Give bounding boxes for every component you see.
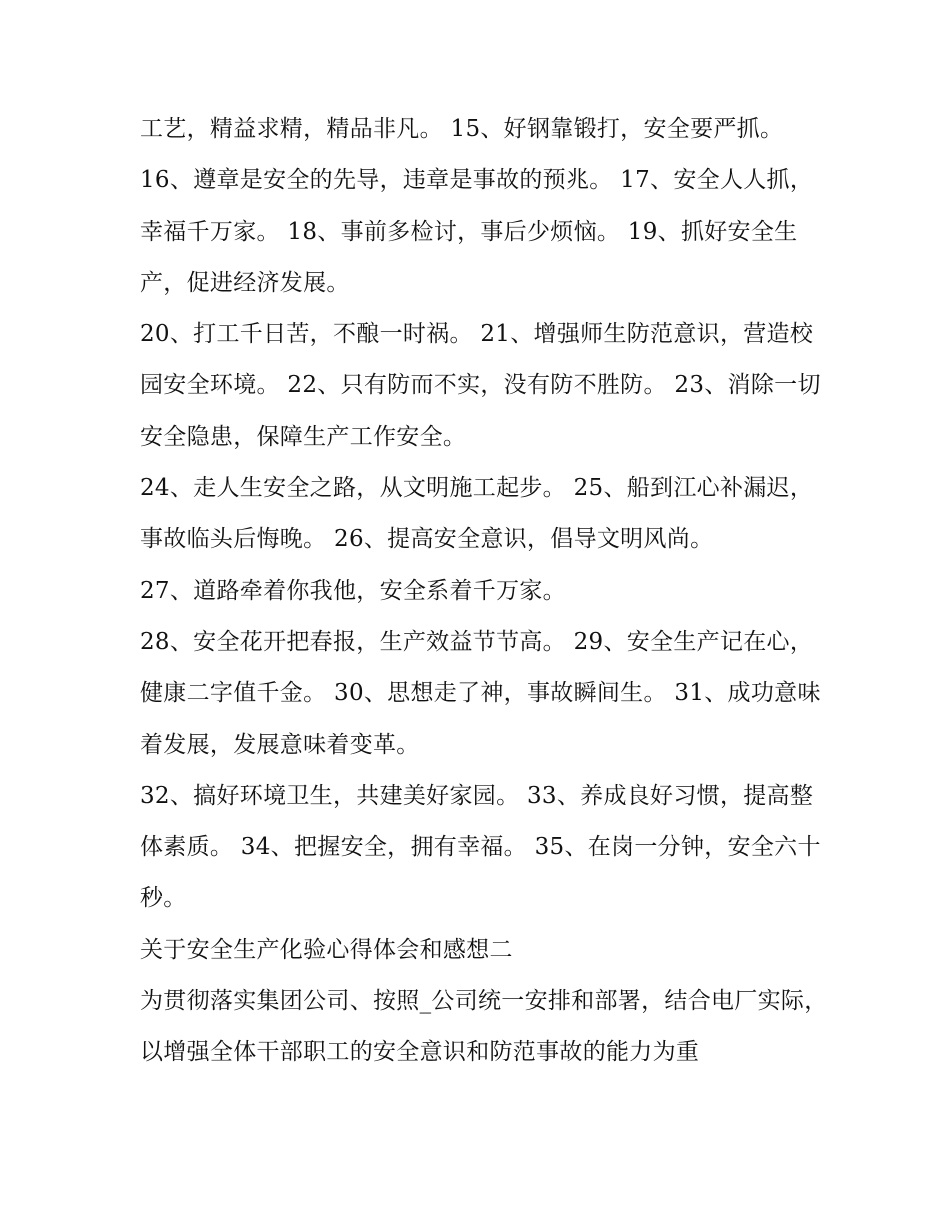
paragraph-slogans-16-19: 16、遵章是安全的先导，违章是事故的预兆。 17、安全人人抓，幸福千万家。 18、事前多检讨，事后少烦恼。 19、抓好安全生产，促进经济发展。 [140,167,814,296]
paragraph-slogans-32-35: 32、搞好环境卫生，共建美好家园。 33、养成良好习惯，提高整体素质。 34、把握安全，拥有幸福。 35、在岗一分钟，安全六十秒。 [140,782,821,912]
paragraph-slogan-27: 27、道路牵着你我他，安全系着千万家。 [140,577,566,604]
paragraph-intro: 为贯彻落实集团公司、按照_公司统一安排和部署，结合电厂实际，以增强全体干部职工的安全意识和防范事故的能力为重 [140,988,828,1066]
paragraph-slogans-28-31: 28、安全花开把春报，生产效益节节高。 29、安全生产记在心，健康二字值千金。 30、思想走了神，事故瞬间生。 31、成功意味着发展，发展意味着变革。 [140,628,821,758]
paragraph-slogans-24-26: 24、走人生安全之路，从文明施工起步。 25、船到江心补漏迟，事故临头后悔晚。 26、提高安全意识，倡导文明风尚。 [140,475,814,553]
document-body [140,104,830,1079]
paragraph-slogans-14-15: 工艺，精益求精，精品非凡。 15、好钢靠锻打，安全要严抓。 [140,116,784,142]
paragraph-slogans-20-23: 20、打工千日苦，不酿一时祸。 21、增强师生防范意识，营造校园安全环境。 22、只有防而不实，没有防不胜防。 23、消除一切安全隐患，保障生产工作安全。 [140,321,821,450]
section-heading: 关于安全生产化验心得体会和感想二 [140,936,513,963]
